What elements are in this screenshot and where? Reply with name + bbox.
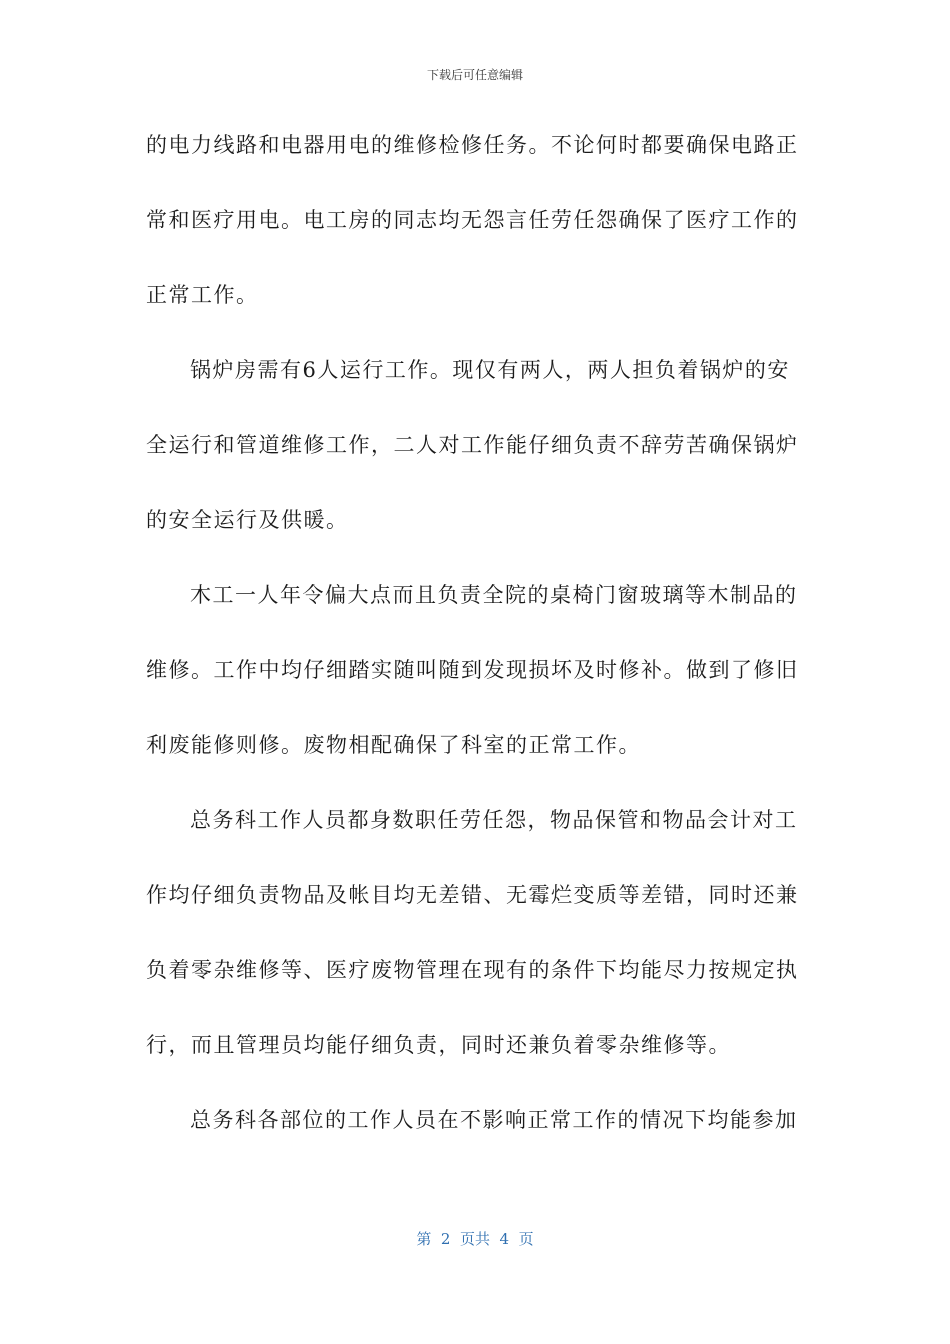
text-line-8: 维修。工作中均仔细踏实随叫随到发现损坏及时修补。做到了修旧	[146, 658, 799, 682]
text-line-12: 负着零杂维修等、医疗废物管理在现有的条件下均能尽力按规定执	[146, 958, 799, 982]
text-line-6: 的安全运行及供暖。	[146, 508, 349, 532]
text-line-5: 全运行和管道维修工作，二人对工作能仔细负责不辞劳苦确保锅炉	[146, 433, 799, 457]
text-line-1: 的电力线路和电器用电的维修检修任务。不论何时都要确保电路正	[146, 133, 799, 157]
text-line-11: 作均仔细负责物品及帐目均无差错、无霉烂变质等差错，同时还兼	[146, 883, 799, 907]
text-line-7: 木工一人年令偏大点而且负责全院的桌椅门窗玻璃等木制品的	[190, 583, 798, 607]
text-line-9: 利废能修则修。废物相配确保了科室的正常工作。	[146, 733, 641, 757]
page-header: 下载后可任意编辑	[426, 68, 523, 82]
page-number-footer: 第 2 页共 4 页	[416, 1230, 534, 1248]
text-line-10: 总务科工作人员都身数职任劳任怨，物品保管和物品会计对工	[190, 808, 798, 832]
document-body	[146, 120, 806, 1170]
text-line-2: 常和医疗用电。电工房的同志均无怨言任劳任怨确保了医疗工作的	[146, 208, 799, 232]
text-line-3: 正常工作。	[146, 283, 259, 307]
text-line-14: 总务科各部位的工作人员在不影响正常工作的情况下均能参加	[190, 1108, 798, 1132]
text-line-4: 锅炉房需有6人运行工作。现仅有两人，两人担负着锅炉的安	[190, 358, 790, 382]
text-line-13: 行，而且管理员均能仔细负责，同时还兼负着零杂维修等。	[146, 1033, 731, 1057]
